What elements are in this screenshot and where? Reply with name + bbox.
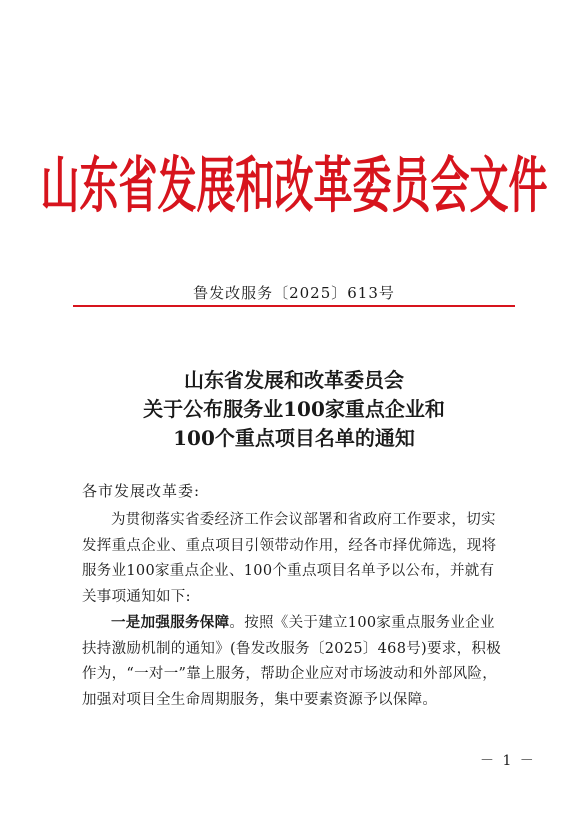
section-1-paragraph bbox=[82, 611, 522, 714]
section-1-lead: 一是加强服务保障 bbox=[111, 614, 230, 631]
section-1-line-2: 扶持激励机制的通知》(鲁发改服务〔2025〕468号)要求，积极 bbox=[82, 640, 501, 657]
title-line-3: 100个重点项目名单的通知 bbox=[173, 426, 415, 450]
addressee: 各市发展改革委: bbox=[82, 482, 201, 500]
intro-line-1: 为贯彻落实省委经济工作会议部署和省政府工作要求，切实 bbox=[111, 512, 496, 528]
red-divider-line bbox=[73, 305, 515, 307]
document-title bbox=[0, 366, 588, 453]
page-number: － 1 － bbox=[480, 753, 536, 769]
title-line-1: 山东省发展和改革委员会 bbox=[184, 368, 404, 392]
intro-paragraph bbox=[82, 508, 522, 611]
intro-line-2: 发挥重点企业、重点项目引领带动作用，经各市择优筛选，现将 bbox=[82, 537, 497, 554]
section-1-line-1-rest: 。按照《关于建立100家重点服务业企业 bbox=[229, 614, 495, 631]
title-line-2: 关于公布服务业100家重点企业和 bbox=[143, 397, 445, 421]
document-number: 鲁发改服务〔2025〕613号 bbox=[193, 284, 395, 302]
section-1-line-3: 作为，“一对一”靠上服务，帮助企业应对市场波动和外部风险， bbox=[82, 666, 498, 683]
document-body bbox=[82, 508, 522, 714]
intro-line-3: 服务业100家重点企业、100个重点项目名单予以公布，并就有 bbox=[82, 563, 495, 580]
issuer-header-title: 山东省发展和改革委员会文件 bbox=[40, 151, 548, 222]
section-1-line-4: 加强对项目全生命周期服务，集中要素资源予以保障。 bbox=[82, 691, 438, 708]
section-1-line-1 bbox=[82, 611, 522, 637]
intro-line-4: 关事项通知如下: bbox=[82, 589, 191, 606]
